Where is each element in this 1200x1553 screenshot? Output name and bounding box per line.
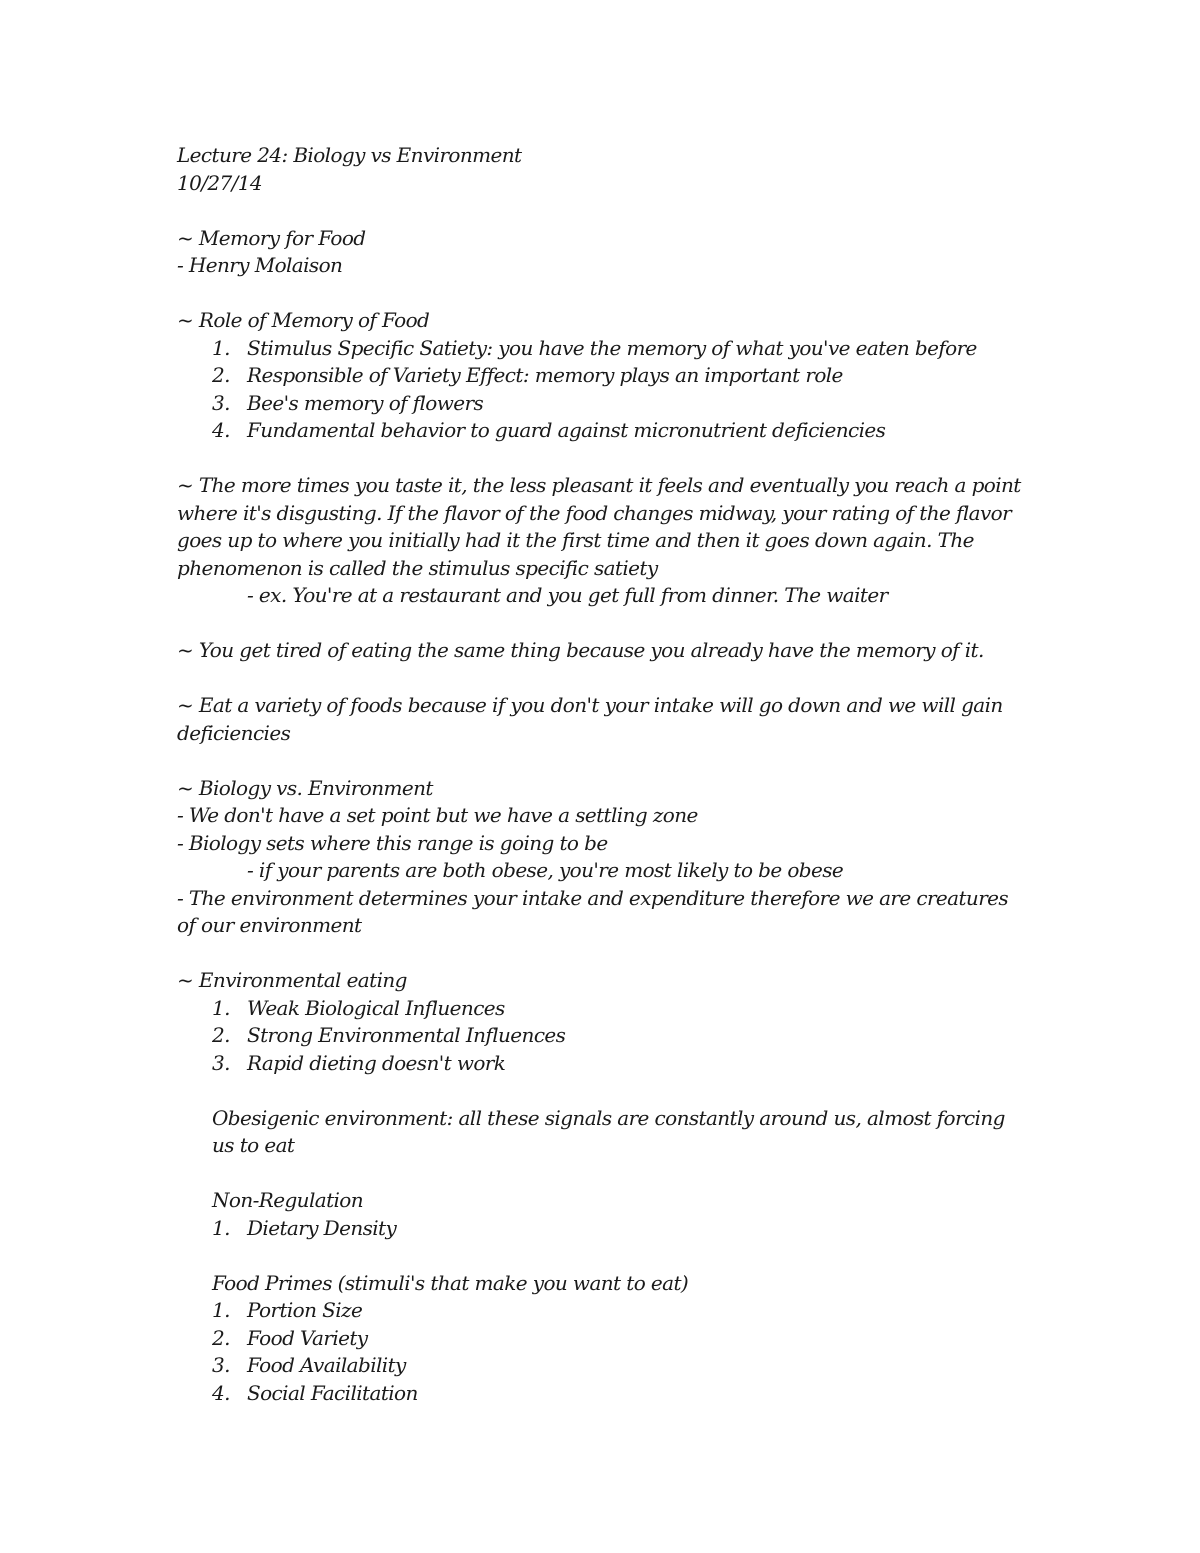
food-primes-list — [212, 1297, 1027, 1407]
non-regulation-list — [212, 1215, 1027, 1243]
obesigenic-line: Obesigenic environment: all these signals are constantly around us, almost forcing — [212, 1105, 1005, 1130]
list-item: 2. Responsible of Variety Effect: memory plays an important role — [212, 363, 843, 387]
biology-line: - We don't have a set point but we have a settling zone — [177, 803, 698, 827]
biology-line: of our environment — [177, 913, 362, 937]
spacer — [177, 197, 1027, 225]
spacer — [177, 940, 1027, 968]
spacer — [177, 280, 1027, 308]
list-item: 2. Food Variety — [212, 1325, 368, 1350]
env-eating-list — [177, 995, 1027, 1078]
lecture-title: Lecture 24: Biology vs Environment — [177, 143, 522, 167]
spacer — [212, 1160, 1027, 1188]
spacer — [177, 747, 1027, 775]
list-item: 1. Stimulus Specific Satiety: you have the memory of what you've eaten before — [212, 335, 977, 360]
obesigenic-block — [177, 1105, 1027, 1408]
role-heading: ~ Role of Memory of Food — [177, 308, 430, 332]
role-list — [177, 335, 1027, 445]
list-item: 3. Food Availability — [212, 1353, 406, 1377]
lecture-date: 10/27/14 — [177, 170, 263, 195]
biology-sub: - if your parents are both obese, you're most likely to be obese — [247, 858, 844, 882]
env-eating-heading: ~ Environmental eating — [177, 968, 407, 992]
spacer — [177, 1077, 1027, 1105]
spacer — [177, 445, 1027, 473]
food-primes-heading: Food Primes (stimuli's that make you want to eat) — [212, 1270, 689, 1295]
spacer — [177, 665, 1027, 693]
list-item: 1. Dietary Density — [212, 1215, 397, 1240]
tired-paragraph: ~ You get tired of eating the same thing because you already have the memory of it. — [177, 638, 984, 662]
obesigenic-line: us to eat — [212, 1133, 295, 1157]
taste-line: where it's disgusting. If the flavor of the food changes midway, your rating of the flavor — [177, 500, 1012, 525]
list-item: 4. Fundamental behavior to guard against micronutrient deficiencies — [212, 418, 886, 442]
spacer — [177, 610, 1027, 638]
taste-line: phenomenon is called the stimulus specific satiety — [177, 555, 658, 580]
biology-line: - Biology sets where this range is going to be — [177, 830, 608, 855]
memory-item: - Henry Molaison — [177, 253, 343, 277]
list-item: 1. Portion Size — [212, 1298, 363, 1322]
taste-line: ~ The more times you taste it, the less pleasant it feels and eventually you reach a point — [177, 473, 1021, 497]
biology-line: - The environment determines your intake and expenditure therefore we are creatures — [177, 885, 1009, 910]
list-item: 3. Bee's memory of flowers — [212, 390, 484, 415]
non-regulation-heading: Non-Regulation — [212, 1188, 364, 1212]
document-body — [177, 142, 1027, 1407]
list-item: 2. Strong Environmental Influences — [212, 1023, 566, 1047]
variety-line: ~ Eat a variety of foods because if you don't your intake will go down and we will gain — [177, 693, 1003, 717]
list-item: 1. Weak Biological Influences — [212, 995, 505, 1020]
taste-example: - ex. You're at a restaurant and you get full from dinner. The waiter — [247, 583, 888, 607]
biology-heading: ~ Biology vs. Environment — [177, 775, 433, 800]
memory-heading: ~ Memory for Food — [177, 225, 366, 250]
list-item: 3. Rapid dieting doesn't work — [212, 1050, 506, 1075]
list-item: 4. Social Facilitation — [212, 1380, 418, 1405]
spacer — [212, 1242, 1027, 1270]
taste-line: goes up to where you initially had it the first time and then it goes down again. The — [177, 528, 974, 552]
variety-line: deficiencies — [177, 720, 291, 745]
